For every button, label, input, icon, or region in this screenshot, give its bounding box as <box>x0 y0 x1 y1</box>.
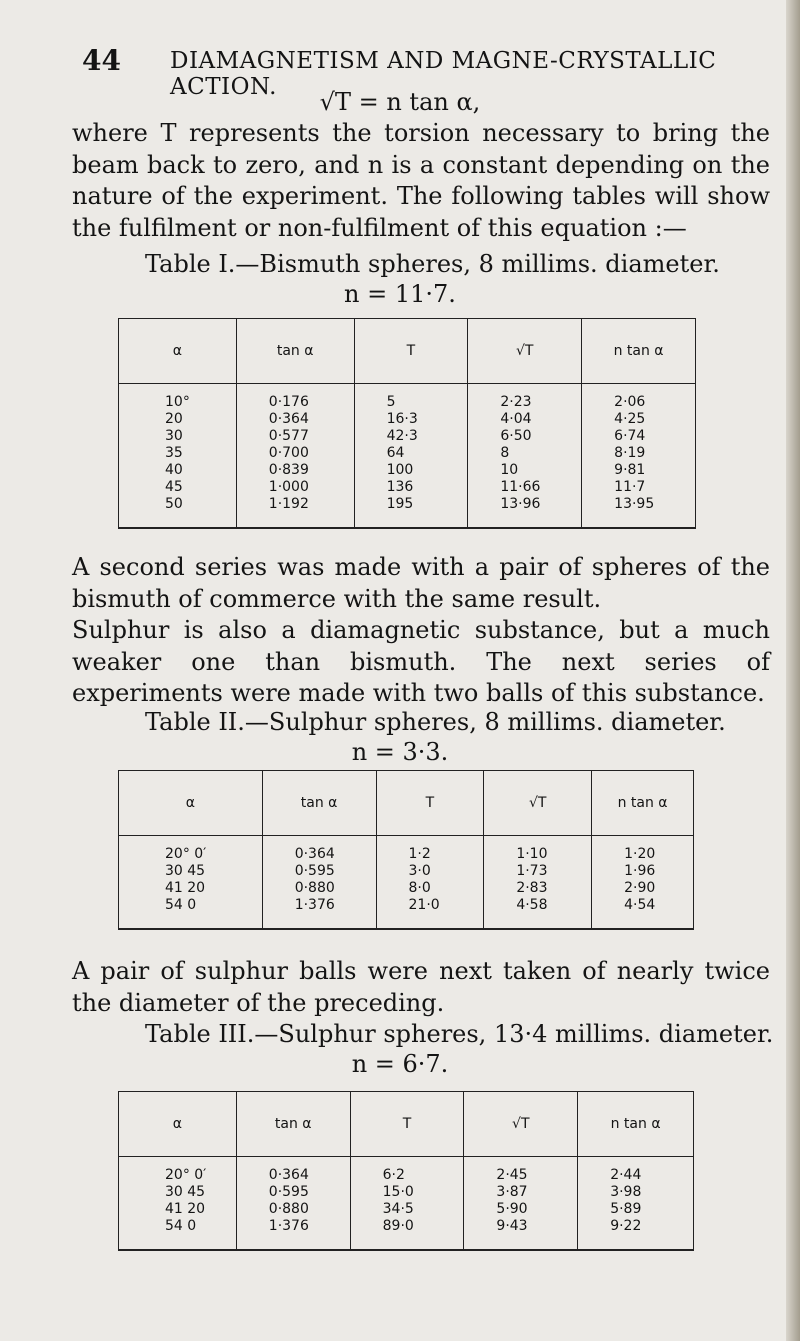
table-cell: 0·364 <box>236 1157 350 1185</box>
table1-caption: Table I.—Bismuth spheres, 8 millims. diameter. <box>145 250 720 278</box>
table-row <box>119 462 696 479</box>
table-cell: 9·22 <box>578 1218 694 1250</box>
table-cell: 8·19 <box>582 445 696 462</box>
table1-header-alpha: α <box>119 319 237 384</box>
table-cell: 89·0 <box>350 1218 464 1250</box>
table2-header-t: T <box>376 771 484 836</box>
table-cell: 10 <box>468 462 582 479</box>
running-title: DIAMAGNETISM AND MAGNE-CRYSTALLIC ACTION. <box>170 48 717 100</box>
page-header <box>82 44 722 100</box>
table3-header-ntan: n tan α <box>578 1092 694 1157</box>
table-cell: 0·364 <box>236 411 354 428</box>
table2-header-tan: tan α <box>262 771 376 836</box>
table-cell: 54 0 <box>119 897 263 929</box>
table-cell: 1·20 <box>592 836 694 864</box>
table-cell: 3·87 <box>464 1184 578 1201</box>
paragraph-second-series: A second series was made with a pair of spheres of the bismuth of commerce with the same result. <box>72 553 770 613</box>
table-cell: 64 <box>354 445 468 462</box>
table-cell: 100 <box>354 462 468 479</box>
table-cell: 5·89 <box>578 1201 694 1218</box>
table-cell: 2·83 <box>484 880 592 897</box>
table-cell: 1·376 <box>236 1218 350 1250</box>
table3-header-t: T <box>350 1092 464 1157</box>
table3-header-tan: tan α <box>236 1092 350 1157</box>
table-cell: 41 20 <box>119 1201 237 1218</box>
table-cell: 0·577 <box>236 428 354 445</box>
table-cell: 35 <box>119 445 237 462</box>
table-cell: 11·7 <box>582 479 696 496</box>
table-cell: 0·364 <box>262 836 376 864</box>
table-row <box>119 445 696 462</box>
table1-header-tan: tan α <box>236 319 354 384</box>
table-row <box>119 428 696 445</box>
table-cell: 54 0 <box>119 1218 237 1250</box>
table-cell: 4·54 <box>592 897 694 929</box>
table-cell: 45 <box>119 479 237 496</box>
table-cell: 6·74 <box>582 428 696 445</box>
table-cell: 4·25 <box>582 411 696 428</box>
table-cell: 13·96 <box>468 496 582 528</box>
table-cell: 1·192 <box>236 496 354 528</box>
table-cell: 10° <box>119 384 237 412</box>
table-cell: 1·96 <box>592 863 694 880</box>
table-cell: 8 <box>468 445 582 462</box>
page-edge <box>786 0 800 1341</box>
table-cell: 41 20 <box>119 880 263 897</box>
table-cell: 0·839 <box>236 462 354 479</box>
table-row <box>119 1157 694 1185</box>
table-cell: 0·595 <box>262 863 376 880</box>
table-cell: 1·73 <box>484 863 592 880</box>
table1-header-sqrt-t: √T <box>468 319 582 384</box>
table2 <box>118 770 694 930</box>
equation: √T = n tan α, <box>319 88 481 116</box>
table-cell: 2·23 <box>468 384 582 412</box>
table-cell: 11·66 <box>468 479 582 496</box>
table-cell: 30 45 <box>119 1184 237 1201</box>
table2-header-ntan: n tan α <box>592 771 694 836</box>
table-cell: 9·43 <box>464 1218 578 1250</box>
table-row <box>119 1184 694 1201</box>
table-cell: 34·5 <box>350 1201 464 1218</box>
table-cell: 9·81 <box>582 462 696 479</box>
table-cell: 21·0 <box>376 897 484 929</box>
table-row <box>119 411 696 428</box>
table-cell: 4·04 <box>468 411 582 428</box>
table-cell: 2·45 <box>464 1157 578 1185</box>
table-cell: 0·880 <box>236 1201 350 1218</box>
table-cell: 1·000 <box>236 479 354 496</box>
table3-header-alpha: α <box>119 1092 237 1157</box>
paragraph-intro: where T represents the torsion necessary to bring the beam back to zero, and n is a constant depending on the nature of the experiment. The following tables will show the fulfilment or non-fulfilment of this equation :— <box>72 119 770 242</box>
table-row <box>119 1201 694 1218</box>
table-cell: 42·3 <box>354 428 468 445</box>
table-row <box>119 880 694 897</box>
paragraph-sulphur: Sulphur is also a diamagnetic substance, but a much weaker one than bismuth. The next series of experiments were made with two balls of this substance. <box>72 616 770 707</box>
table-cell: 2·44 <box>578 1157 694 1185</box>
table-cell: 3·98 <box>578 1184 694 1201</box>
table-cell: 1·10 <box>484 836 592 864</box>
table-cell: 2·90 <box>592 880 694 897</box>
table3-n-value: n = 6·7. <box>351 1050 449 1078</box>
table-row <box>119 836 694 864</box>
table-cell: 50 <box>119 496 237 528</box>
table-cell: 0·176 <box>236 384 354 412</box>
table-cell: 0·595 <box>236 1184 350 1201</box>
table-row <box>119 496 696 528</box>
table1-header-t: T <box>354 319 468 384</box>
table-cell: 0·700 <box>236 445 354 462</box>
table-cell: 136 <box>354 479 468 496</box>
table-cell: 1·376 <box>262 897 376 929</box>
table-row <box>119 384 696 412</box>
table3-header-sqrt-t: √T <box>464 1092 578 1157</box>
table2-header-alpha: α <box>119 771 263 836</box>
table-cell: 40 <box>119 462 237 479</box>
table2-caption: Table II.—Sulphur spheres, 8 millims. diameter. <box>145 708 726 736</box>
page-number: 44 <box>82 44 121 77</box>
table-cell: 0·880 <box>262 880 376 897</box>
table2-n-value: n = 3·3. <box>351 738 449 766</box>
table-row <box>119 1218 694 1250</box>
table1-header-ntan: n tan α <box>582 319 696 384</box>
table-row <box>119 863 694 880</box>
table-cell: 15·0 <box>350 1184 464 1201</box>
table-cell: 6·2 <box>350 1157 464 1185</box>
table1-n-value: n = 11·7. <box>344 280 456 308</box>
table-cell: 195 <box>354 496 468 528</box>
table-cell: 4·58 <box>484 897 592 929</box>
table-cell: 16·3 <box>354 411 468 428</box>
table-cell: 5 <box>354 384 468 412</box>
table-cell: 1·2 <box>376 836 484 864</box>
table-cell: 5·90 <box>464 1201 578 1218</box>
table-row <box>119 897 694 929</box>
table2-header-sqrt-t: √T <box>484 771 592 836</box>
table3 <box>118 1091 694 1251</box>
table-cell: 13·95 <box>582 496 696 528</box>
table-row <box>119 479 696 496</box>
table3-caption: Table III.—Sulphur spheres, 13·4 millims. diameter. <box>145 1020 774 1048</box>
table-cell: 30 <box>119 428 237 445</box>
table-cell: 2·06 <box>582 384 696 412</box>
table-cell: 20° 0′ <box>119 1157 237 1185</box>
table-cell: 6·50 <box>468 428 582 445</box>
table1 <box>118 318 696 529</box>
table-cell: 30 45 <box>119 863 263 880</box>
table-cell: 20° 0′ <box>119 836 263 864</box>
paragraph-pair: A pair of sulphur balls were next taken of nearly twice the diameter of the preceding. <box>72 957 770 1017</box>
table-cell: 8·0 <box>376 880 484 897</box>
table-cell: 3·0 <box>376 863 484 880</box>
table-cell: 20 <box>119 411 237 428</box>
